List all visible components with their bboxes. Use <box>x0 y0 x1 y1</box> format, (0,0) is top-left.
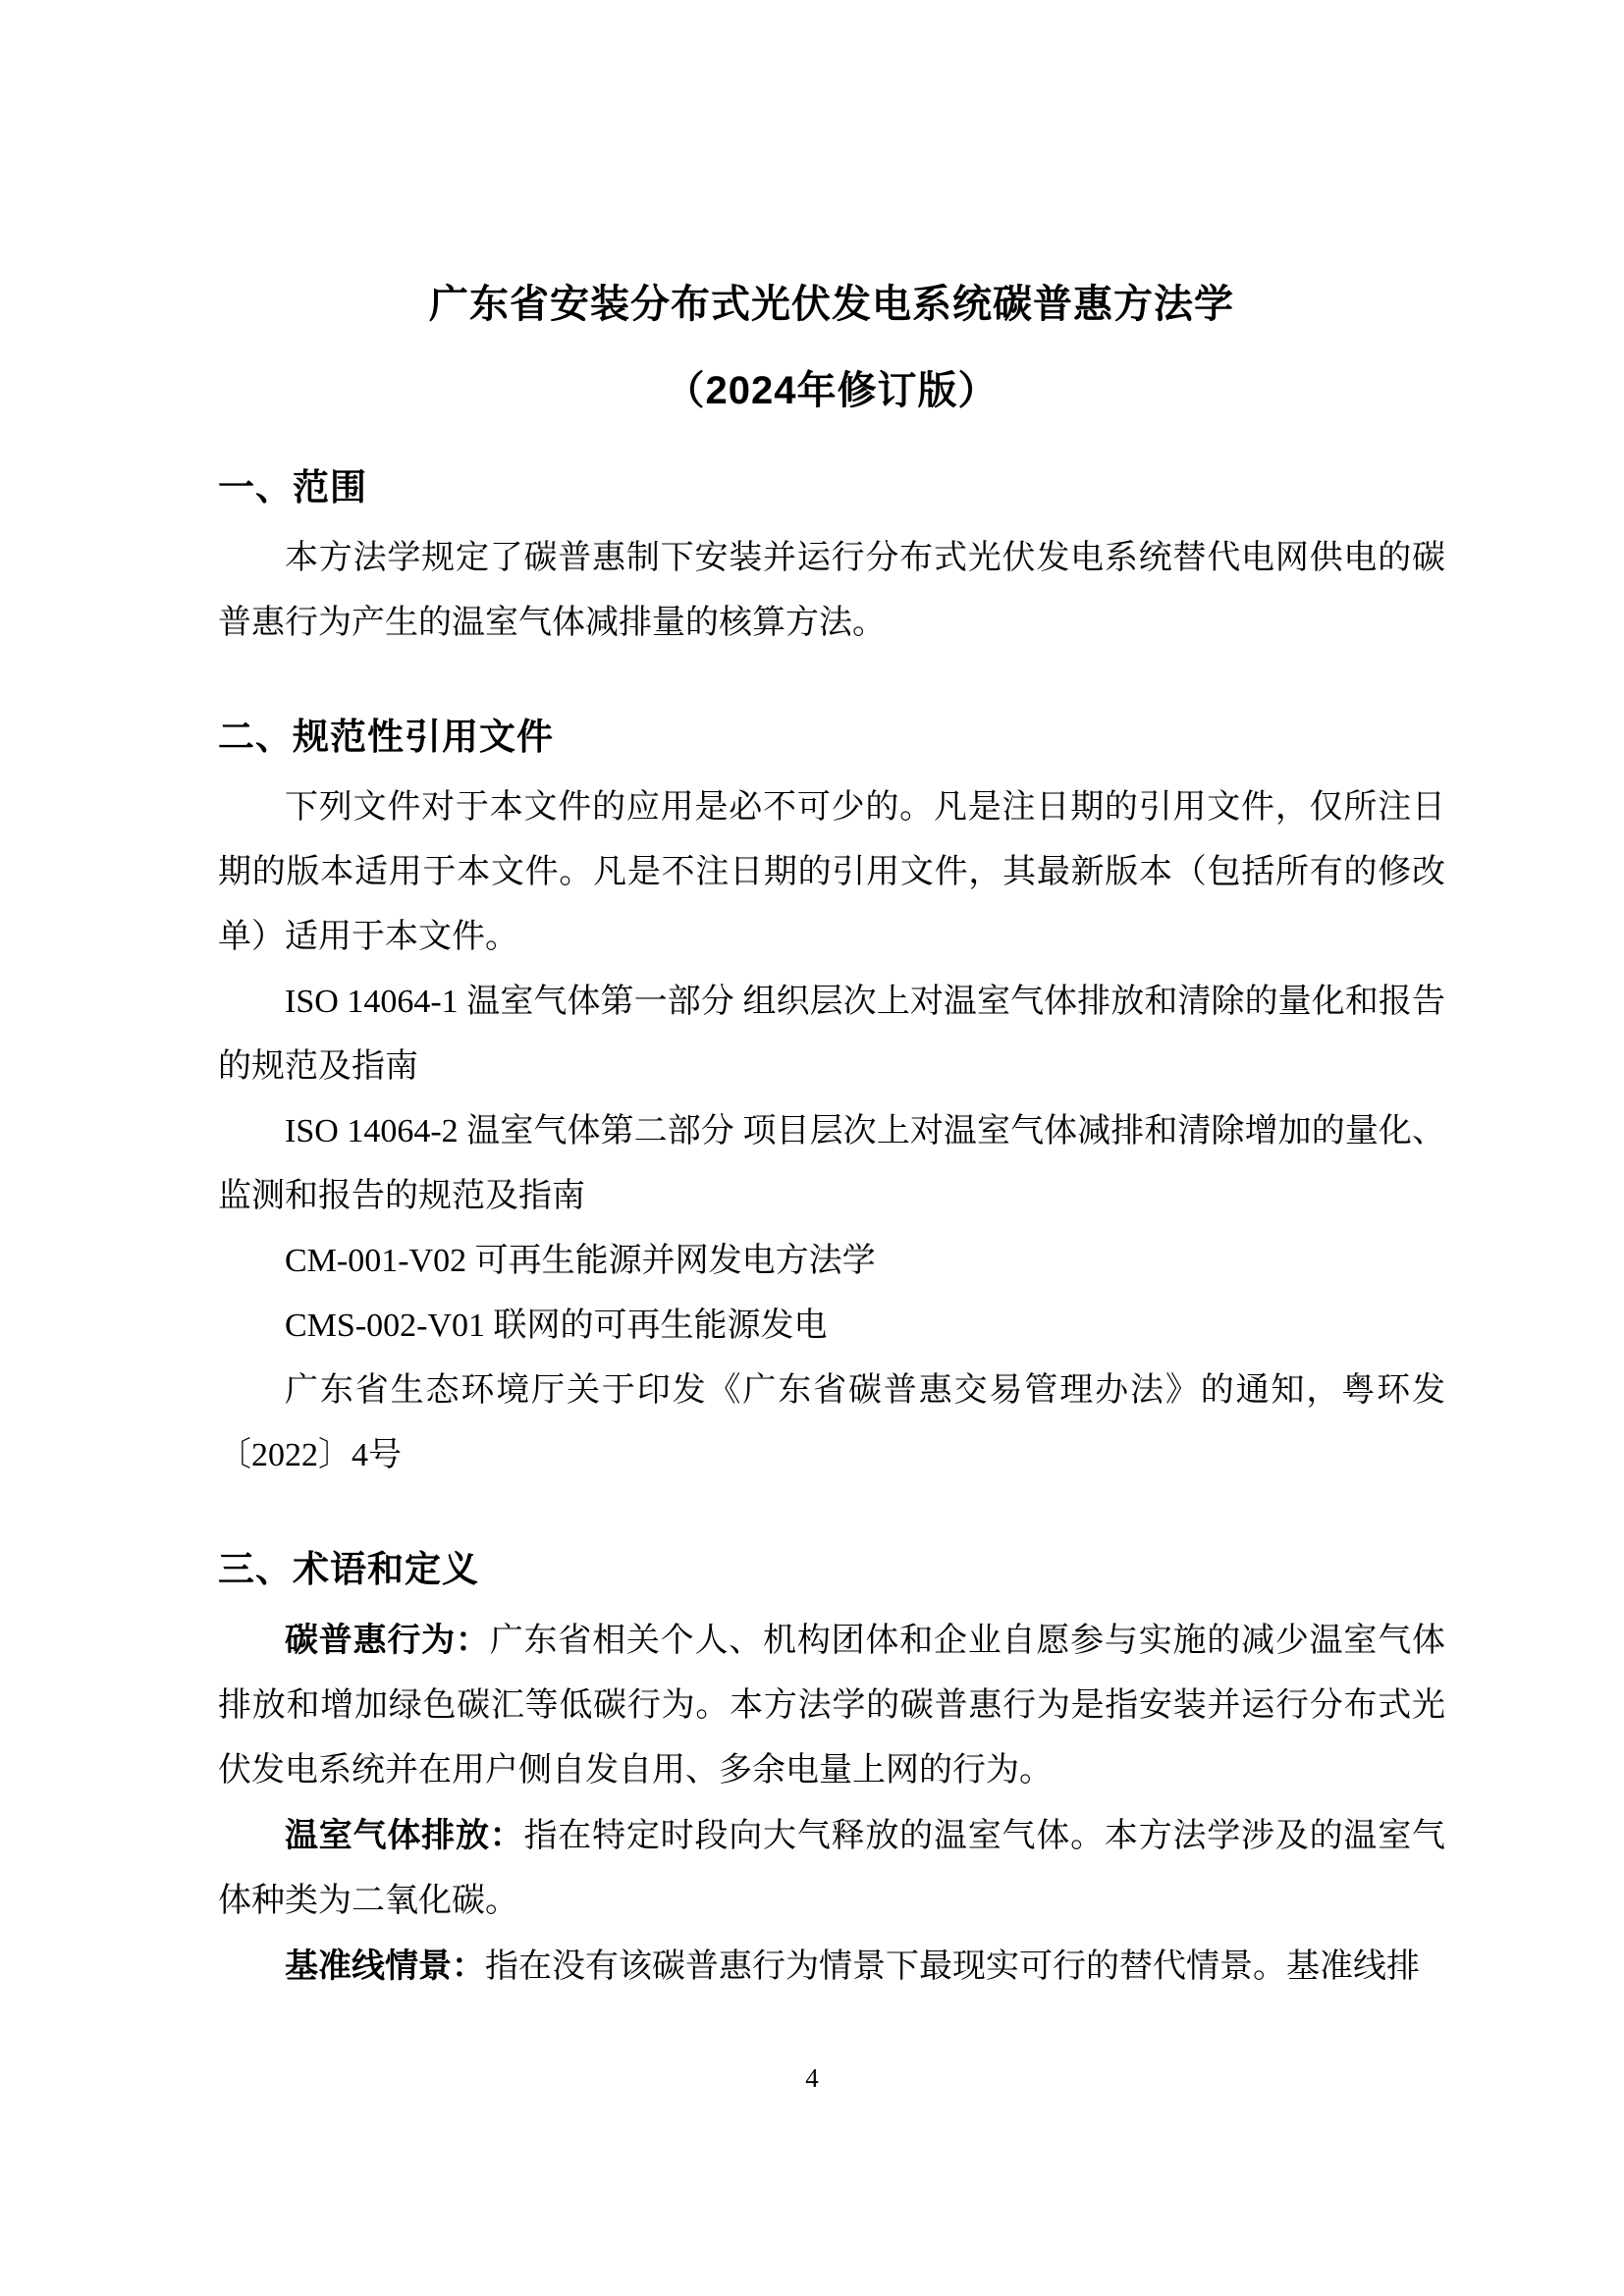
document-title-line-2: （2024年修订版） <box>665 369 999 412</box>
page-number: 4 <box>805 2063 819 2093</box>
section-heading-scope: 一、范围 <box>218 467 367 507</box>
definition-text: 指在特定时段向大气释放的温室气体。本方法学涉及的温室气体种类为二氧化碳。 <box>218 1818 1445 1919</box>
paragraph: 下列文件对于本文件的应用是必不可少的。凡是注日期的引用文件，仅所注日期的版本适用于本文件。凡是不注日期的引用文件，其最新版本（包括所有的修改单）适用于本文件。 <box>218 789 1445 955</box>
term-label: 基准线情景： <box>285 1948 485 1985</box>
paragraph-definition <box>218 1934 1445 2000</box>
document-title-line-1: 广东省安装分布式光伏发电系统碳普惠方法学 <box>429 283 1234 326</box>
paragraph-reference-cm-001: CM-001-V02 可再生能源并网发电方法学 <box>285 1243 876 1279</box>
definition-text: 指在没有该碳普惠行为情景下最现实可行的替代情景。基准线排 <box>485 1949 1420 1985</box>
term-label: 温室气体排放： <box>285 1817 524 1854</box>
section-heading-terms-definitions: 三、术语和定义 <box>218 1549 479 1589</box>
page-content <box>218 0 1445 2000</box>
paragraph-reference-guangdong-notice: 广东省生态环境厅关于印发《广东省碳普惠交易管理办法》的通知，粤环发〔2022〕4号 <box>218 1372 1445 1473</box>
definition-text: 广东省相关个人、机构团体和企业自愿参与实施的减少温室气体排放和增加绿色碳汇等低碳行为。本方法学的碳普惠行为是指安装并运行分布式光伏发电系统并在用户侧自发自用、多余电量上网的行为。 <box>218 1623 1446 1789</box>
paragraph-reference-iso-14064-1: ISO 14064-1 温室气体第一部分 组织层次上对温室气体排放和清除的量化和报告的规范及指南 <box>218 984 1445 1085</box>
term-label: 碳普惠行为： <box>285 1622 490 1659</box>
paragraph: 本方法学规定了碳普惠制下安装并运行分布式光伏发电系统替代电网供电的碳普惠行为产生的温室气体减排量的核算方法。 <box>218 540 1445 641</box>
paragraph-reference-cms-002: CMS-002-V01 联网的可再生能源发电 <box>285 1308 828 1344</box>
paragraph-reference-iso-14064-2: ISO 14064-2 温室气体第二部分 项目层次上对温室气体减排和清除增加的量化、监测和报告的规范及指南 <box>218 1113 1445 1214</box>
section-heading-normative-references: 二、规范性引用文件 <box>218 717 554 757</box>
document-title <box>218 0 1445 434</box>
paragraph-definition <box>218 1608 1445 1803</box>
paragraph-definition <box>218 1803 1445 1934</box>
